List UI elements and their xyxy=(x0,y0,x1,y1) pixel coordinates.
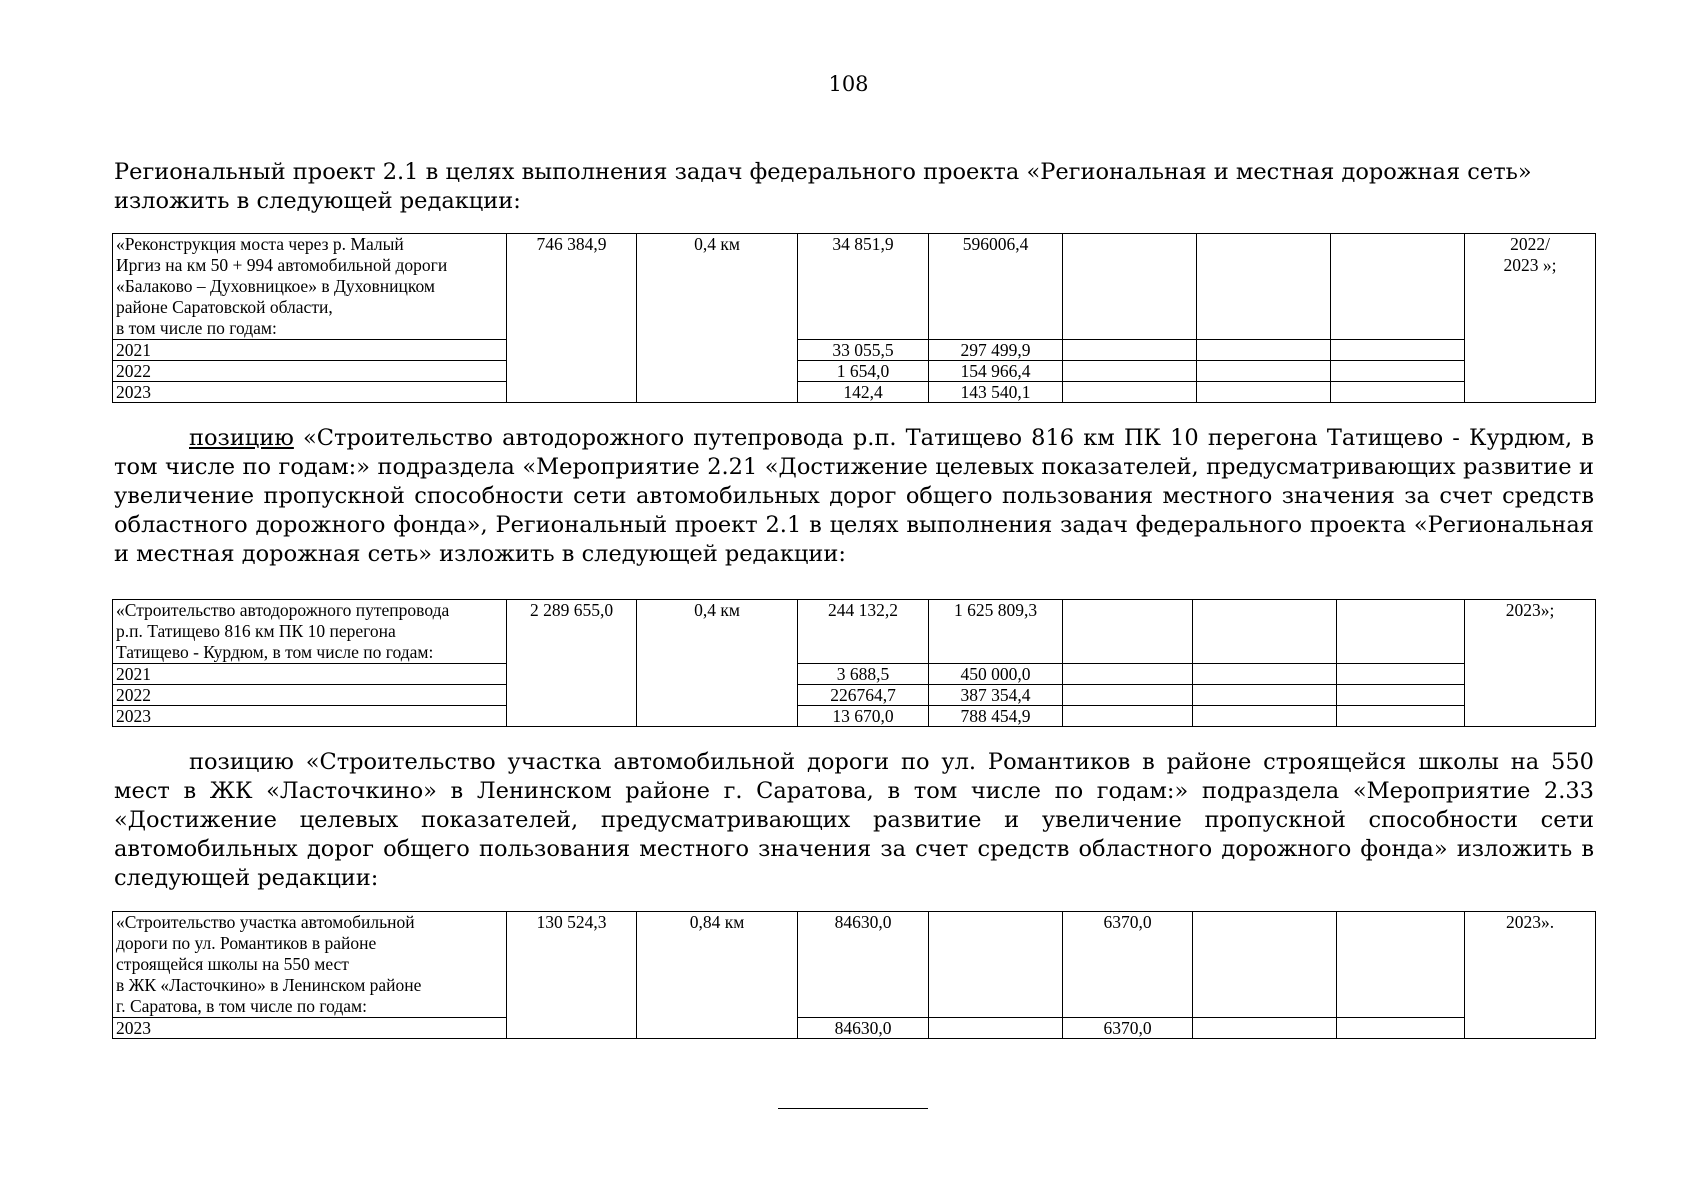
table-row xyxy=(113,340,1596,361)
year-cell: 2022 xyxy=(113,685,507,706)
total-cost-cell: 746 384,9 xyxy=(507,234,637,403)
value-3-cell: 6370,0 xyxy=(1063,1018,1193,1039)
table-road-construction xyxy=(112,911,1596,1039)
project-name-cell: «Строительство участка автомобильной дороги по ул. Романтиков в районе строящейся школы на 550 мест в ЖК «Ласточкино» в Ленинском районе г. Саратова, в том числе по годам: xyxy=(113,912,507,1018)
length-cell: 0,4 км xyxy=(637,600,798,727)
table-row xyxy=(113,685,1596,706)
footer-divider xyxy=(778,1108,928,1109)
value-3-cell: 6370,0 xyxy=(1063,912,1193,1018)
value-1-cell: 33 055,5 xyxy=(798,340,929,361)
paragraph-road-section: позицию «Строительство участка автомобильной дороги по ул. Романтиков в районе строящейся школы на 550 мест в ЖК «Ласточкино» в Ленинском районе г. Саратова, в том числе по годам:» подраздела «Мероприятие 2.33 «Достижение целевых показателей, предусматривающих развитие и увеличение пропускной способности сети автомобильных дорог общего пользования местного значения за счет средств областного дорожного фонда» изложить в следующей редакции: xyxy=(114,749,1594,891)
year-cell: 2023 xyxy=(113,1018,507,1039)
table-row xyxy=(113,1018,1596,1039)
term-cell: 2023». xyxy=(1465,912,1596,1039)
value-2-cell: 154 966,4 xyxy=(929,361,1063,382)
intro-line-2: изложить в следующей редакции: xyxy=(114,188,521,214)
value-2-cell: 596006,4 xyxy=(929,234,1063,340)
length-cell: 0,4 км xyxy=(637,234,798,403)
value-1-cell: 142,4 xyxy=(798,382,929,403)
term-cell: 2022/ 2023 »; xyxy=(1465,234,1596,403)
value-2-cell: 143 540,1 xyxy=(929,382,1063,403)
year-cell: 2021 xyxy=(113,664,507,685)
project-name-cell: «Реконструкция моста через р. Малый Иргиз на км 50 + 994 автомобильной дороги «Балаково – Духовницкое» в Духовницком районе Саратовской области, в том числе по годам: xyxy=(113,234,507,340)
value-1-cell: 3 688,5 xyxy=(798,664,929,685)
table-row xyxy=(113,382,1596,403)
intro-paragraph xyxy=(114,158,1594,216)
year-cell: 2021 xyxy=(113,340,507,361)
table-row xyxy=(113,706,1596,727)
total-cost-cell: 2 289 655,0 xyxy=(507,600,637,727)
value-1-cell: 1 654,0 xyxy=(798,361,929,382)
value-1-cell: 244 132,2 xyxy=(798,600,929,664)
value-2-cell: 450 000,0 xyxy=(929,664,1063,685)
page-number: 108 xyxy=(828,72,869,96)
underlined-word: позицию xyxy=(189,425,294,451)
table-overpass-construction xyxy=(112,599,1596,727)
value-2-cell: 387 354,4 xyxy=(929,685,1063,706)
table-bridge-reconstruction xyxy=(112,233,1596,403)
year-cell: 2023 xyxy=(113,382,507,403)
paragraph-overpass: позицию «Строительство автодорожного путепровода р.п. Татищево 816 км ПК 10 перегона Татищево - Курдюм, в том числе по годам:» подраздела «Мероприятие 2.21 «Достижение целевых показателей, предусматривающих развитие и увеличение пропускной способности сети автомобильных дорог общего пользования местного значения за счет средств областного дорожного фонда», Региональный проект 2.1 в целях выполнения задач федерального проекта «Региональная и местная дорожная сеть» изложить в следующей редакции: xyxy=(114,425,1594,567)
table-row xyxy=(113,664,1596,685)
project-name-cell: «Строительство автодорожного путепровода р.п. Татищево 816 км ПК 10 перегона Татищево - Курдюм, в том числе по годам: xyxy=(113,600,507,664)
length-cell: 0,84 км xyxy=(637,912,798,1039)
empty-cell xyxy=(1331,234,1465,340)
empty-cell xyxy=(1063,234,1197,340)
value-2-cell: 788 454,9 xyxy=(929,706,1063,727)
total-cost-cell: 130 524,3 xyxy=(507,912,637,1039)
year-cell: 2023 xyxy=(113,706,507,727)
value-1-cell: 84630,0 xyxy=(798,1018,929,1039)
year-cell: 2022 xyxy=(113,361,507,382)
term-cell: 2023»; xyxy=(1465,600,1596,727)
intro-line-1: Региональный проект 2.1 в целях выполнения задач федерального проекта «Региональная и местная дорожная сеть» xyxy=(114,159,1532,185)
value-1-cell: 84630,0 xyxy=(798,912,929,1018)
value-2-cell: 1 625 809,3 xyxy=(929,600,1063,664)
value-1-cell: 34 851,9 xyxy=(798,234,929,340)
empty-cell xyxy=(1197,234,1331,340)
value-1-cell: 13 670,0 xyxy=(798,706,929,727)
value-2-cell: 297 499,9 xyxy=(929,340,1063,361)
table-row xyxy=(113,361,1596,382)
value-1-cell: 226764,7 xyxy=(798,685,929,706)
